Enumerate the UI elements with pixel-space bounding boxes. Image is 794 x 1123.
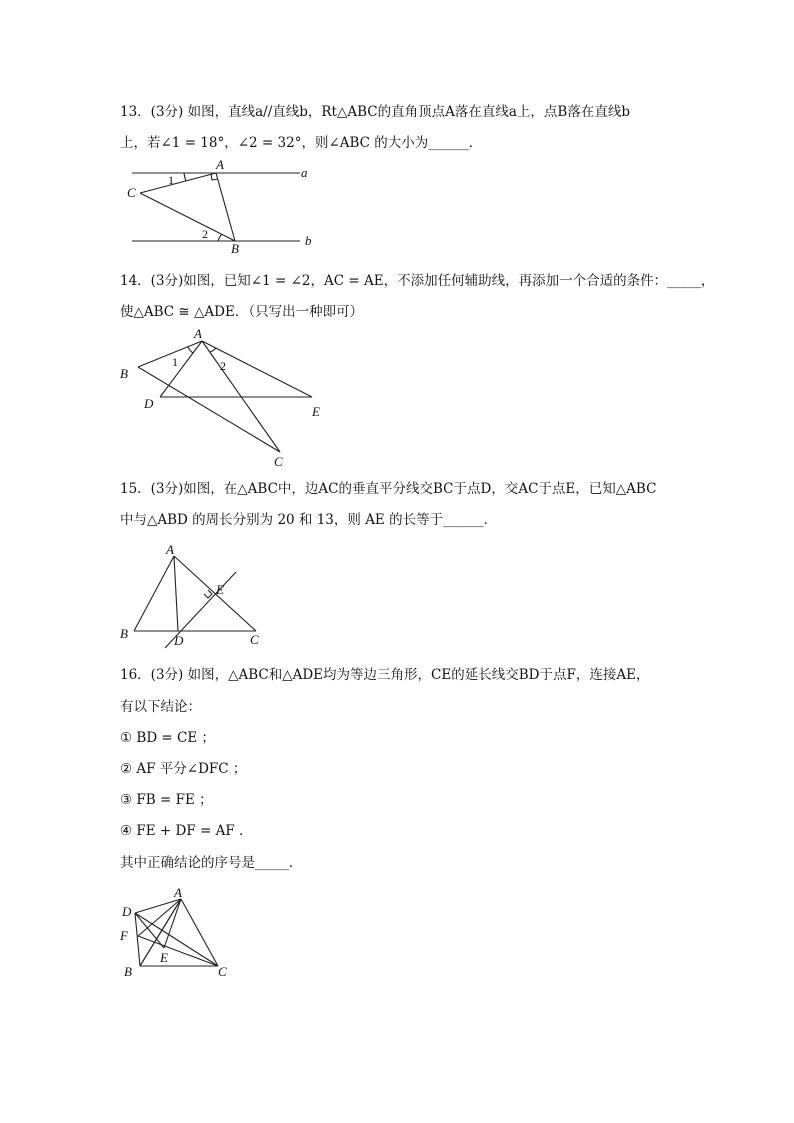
- q13-label-angle1: 1: [168, 173, 174, 187]
- q13-label-a: a: [301, 165, 308, 180]
- q13-label-A: A: [216, 157, 224, 172]
- q13-text-line1: 13．(3分) 如图，直线a//直线b，Rt△ABC的直角顶点A落在直线a上，点B落在直线b: [120, 104, 630, 120]
- q15-label-B: B: [120, 626, 128, 641]
- q14-label-A: A: [194, 326, 202, 341]
- q13-label-angle2: 2: [202, 227, 208, 241]
- q14-label-E: E: [312, 404, 320, 419]
- q14-label-D: D: [144, 396, 154, 411]
- q16-text-line1: 16．(3分) 如图，△ABC和△ADE均为等边三角形，CE的延长线交BD于点F，连接AE，: [120, 667, 650, 683]
- q16-conclusion-1: ① BD = CE ；: [120, 730, 216, 746]
- q14-text-line1: 14．(3分)如图，已知∠1 = ∠2，AC = AE，不添加任何辅助线，再添加一个合适的条件：_____，: [120, 273, 715, 289]
- q15-text-line1: 15．(3分)如图，在△ABC中，边AC的垂直平分线交BC于点D，交AC于点E，已知△ABC: [120, 481, 657, 497]
- q13-text-line2: 上，若∠1 = 18°，∠2 = 32°，则∠ABC 的大小为______．: [120, 135, 483, 151]
- q16-segment-ac: [181, 899, 218, 966]
- q16-label-E: E: [160, 950, 168, 965]
- q16-label-D: D: [122, 904, 132, 919]
- q16-segment-de: [135, 913, 164, 948]
- q15-label-A: A: [166, 542, 174, 557]
- q15-label-D: D: [174, 633, 184, 648]
- q13-label-C: C: [127, 185, 136, 200]
- q15-label-C: C: [250, 632, 259, 647]
- q16-segment-bd: [135, 913, 140, 966]
- q16-label-B: B: [124, 964, 132, 979]
- q16-conclusion-2: ② AF 平分∠DFC ；: [120, 761, 247, 777]
- q16-label-A: A: [174, 885, 182, 900]
- q16-conclusion-3: ③ FB = FE ；: [120, 792, 213, 808]
- q16-label-F: F: [120, 928, 128, 943]
- q14-label-B: B: [120, 366, 128, 381]
- q13-label-b: b: [305, 233, 312, 248]
- q13-label-B: B: [231, 241, 239, 256]
- q14-label-angle1: 1: [172, 355, 178, 369]
- q14-text-line2: 使△ABC ≅ △ADE．（只写出一种即可）: [120, 304, 364, 320]
- q16-text-line3: 其中正确结论的序号是_____．: [120, 855, 303, 871]
- q15-text-line2: 中与△ABD 的周长分别为 20 和 13，则 AE 的长等于______．: [120, 512, 498, 528]
- q16-conclusion-4: ④ FE + DF = AF ．: [120, 823, 253, 839]
- q14-label-angle2: 2: [220, 359, 226, 373]
- q16-text-line2: 有以下结论：: [120, 699, 201, 715]
- q16-label-C: C: [218, 964, 227, 979]
- q15-label-E: E: [216, 582, 224, 597]
- q14-label-C: C: [274, 454, 283, 469]
